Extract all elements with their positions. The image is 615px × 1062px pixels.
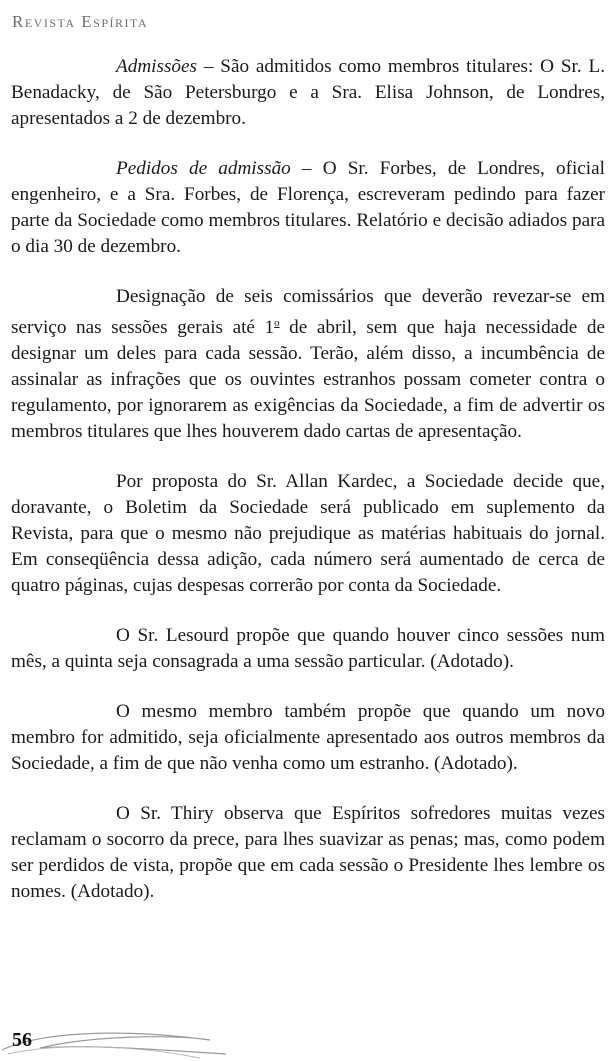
- paragraph-text: – O Sr. Forbes, de Londres, oficial engenheiro, e a Sra. Forbes, de Florença, escreveram pedindo para fazer parte da Sociedade como membros titulares. Relatório e decisão adiados para o dia 30 de dezembro.: [11, 158, 605, 257]
- paragraph-lesourd-proposal: O Sr. Lesourd propõe que quando houver cinco sessões num mês, a quinta seja consagrada a uma sessão particular. (Adotado).: [11, 625, 605, 672]
- decorative-swash: [0, 1024, 230, 1062]
- paragraph-bulletin-proposal: Por proposta do Sr. Allan Kardec, a Sociedade decide que, doravante, o Boletim da Sociedade será publicado em suplemento da Revista, para que o mesmo não prejudique as matérias habituais do jornal. Em conseqüência dessa adição, cada número será aumentado de cerca de quatro páginas, cujas despesas correrão por conta da Sociedade.: [11, 471, 605, 596]
- paragraph-text: – São admitidos como membros titulares: O Sr. L. Benadacky, de São Petersburgo e a Sra. Elisa Johnson, de Londres, apresentados a 2 de dezembro.: [11, 56, 605, 129]
- paragraph-text: de abril, sem que haja necessidade de designar um deles para cada sessão. Terão, além disso, a incumbência de assinalar as infrações que os ouvintes estranhos possam cometer contra o regulamento, por ignorarem as exigências da Sociedade, a fim de advertir os membros titulares que lhes houverem dado cartas de apresentação.: [11, 317, 605, 442]
- page-number: 56: [12, 1029, 32, 1051]
- paragraph-commissioners: [11, 284, 605, 445]
- paragraph-new-member-proposal: O mesmo membro também propõe que quando um novo membro for admitido, seja oficialmente apresentado aos outros membros da Sociedade, a fim de que não venha como um estranho. (Adotado).: [11, 701, 605, 774]
- paragraph-text: Designação de seis comissários que deverão revezar-se em serviço nas sessões gerais até 1: [11, 286, 605, 338]
- paragraph-admission-requests: [11, 156, 605, 260]
- paragraph-thiry-observation: O Sr. Thiry observa que Espíritos sofredores muitas vezes reclamam o socorro da prece, para lhes suavizar as penas; mas, como podem ser perdidos de vista, propõe que em cada sessão o Presidente lhes lembre os nomes. (Adotado).: [11, 803, 605, 902]
- paragraph-admissions: [11, 54, 605, 132]
- paragraph-lead: Pedidos de admissão: [116, 158, 291, 179]
- running-header: Revista Espírita: [12, 12, 149, 31]
- paragraph-lead: Admissões: [116, 56, 198, 77]
- page-body: [11, 54, 605, 929]
- ordinal-indicator: o: [274, 317, 280, 329]
